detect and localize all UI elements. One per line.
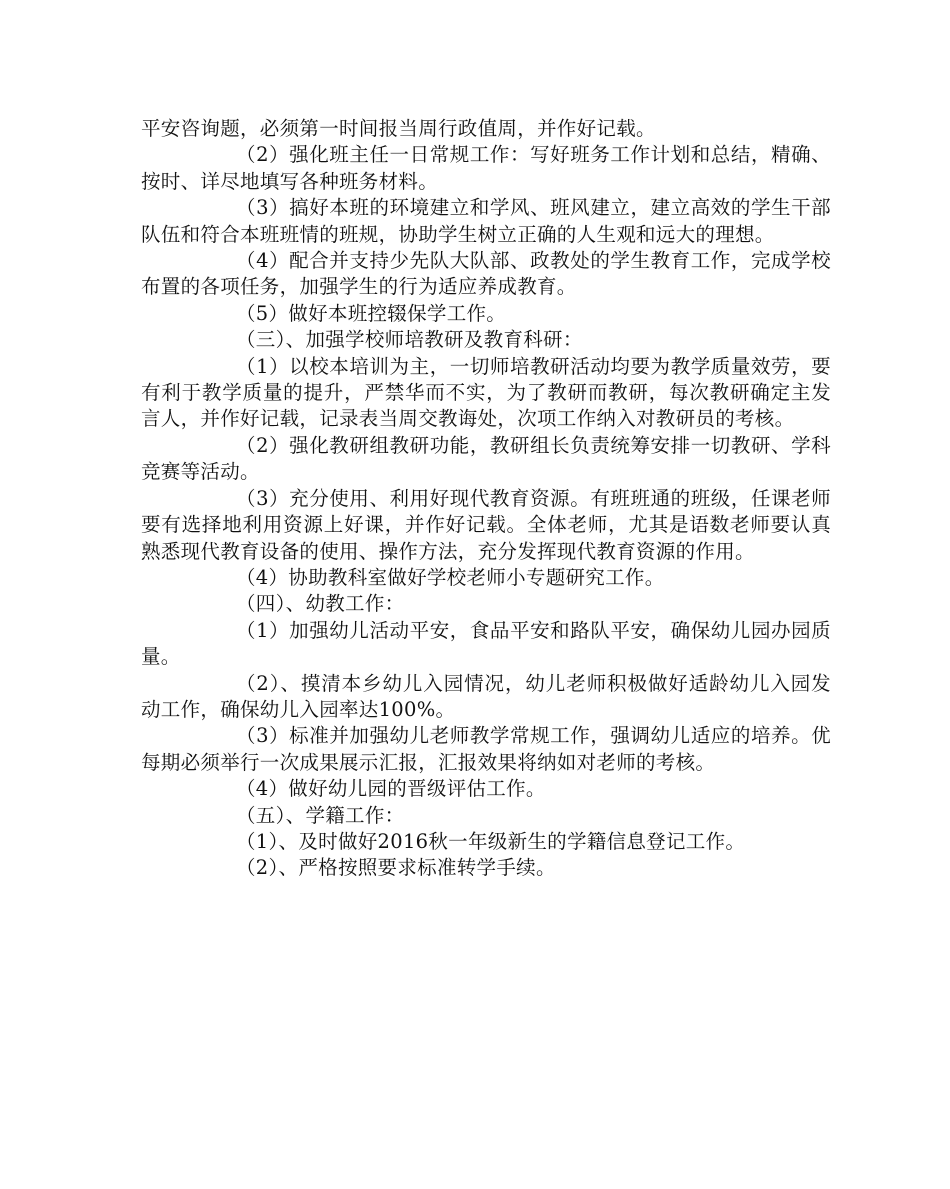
paragraph-item: （2）、严格按照要求标准转学手续。 — [236, 856, 556, 880]
paragraph-item: （2）强化教研组教研功能，教研组长负责统筹安排一切教研、学科竞赛等活动。 — [141, 433, 831, 484]
paragraph-item: （5）做好本班控辍保学工作。 — [236, 301, 507, 325]
paragraph-item: （1）加强幼儿活动平安，食品平安和路队平安，确保幼儿园办园质量。 — [141, 618, 831, 669]
section-heading: （三）、加强学校师培教研及教育科研： — [236, 328, 583, 352]
paragraph-item: （4）协助教科室做好学校老师小专题研究工作。 — [236, 565, 665, 589]
section-heading: （五）、学籍工作： — [236, 803, 405, 827]
paragraph-item: （1）、及时做好2016秋一年级新生的学籍信息登记工作。 — [236, 829, 746, 853]
paragraph-item: （2）强化班主任一日常规工作：写好班务工作计划和总结，精确、按时、详尽地填写各种班务材料。 — [141, 143, 831, 193]
section-heading: （四）、幼教工作： — [236, 592, 405, 616]
paragraph-item: （4）做好幼儿园的晋级评估工作。 — [236, 777, 546, 801]
paragraph-item: （4）配合并支持少先队大队部、政教处的学生教育工作，完成学校布置的各项任务，加强学生的行为适应养成教育。 — [141, 249, 831, 299]
paragraph-item: （3）搞好本班的环境建立和学风、班风建立，建立高效的学生干部队伍和符合本班班情的班规，协助学生树立正确的人生观和远大的理想。 — [141, 196, 831, 246]
document-body — [141, 116, 831, 882]
paragraph-item: （3）充分使用、利用好现代教育资源。有班班通的班级，任课老师要有选择地利用资源上好课，并作好记载。全体老师，尤其是语数老师要认真熟悉现代教育设备的使用、操作方法，充分发挥现代教育资源的作用。 — [141, 486, 831, 563]
paragraph-item: （3）标准并加强幼儿老师教学常规工作，强调幼儿适应的培养。优每期必须举行一次成果展示汇报，汇报效果将纳如对老师的考核。 — [141, 724, 831, 774]
paragraph-item: （1）以校本培训为主，一切师培教研活动均要为教学质量效劳，要有利于教学质量的提升，严禁华而不实，为了教研而教研，每次教研确定主发言人，并作好记载，记录表当周交教诲处，次项工作纳入对教研员的考核。 — [141, 354, 831, 431]
paragraph-continuation: 平安咨询题，必须第一时间报当周行政值周，并作好记载。 — [141, 117, 656, 140]
paragraph-item: （2）、摸清本乡幼儿入园情况，幼儿老师积极做好适龄幼儿入园发动工作，确保幼儿入园率达100%。 — [141, 671, 831, 721]
